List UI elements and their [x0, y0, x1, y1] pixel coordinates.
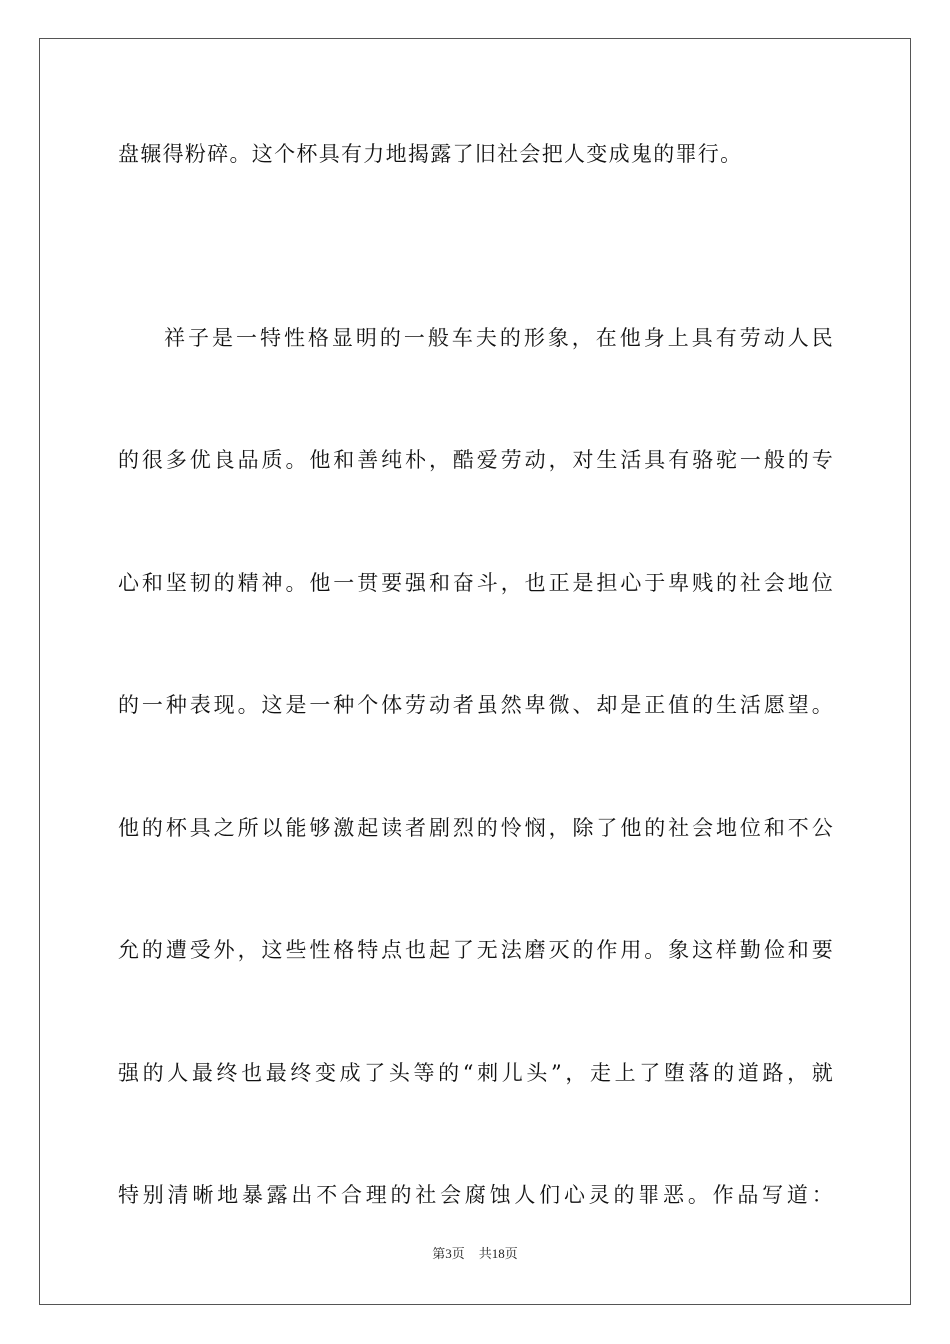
document-body	[118, 124, 834, 1227]
paragraph-line: 他的杯具之所以能够激起读者剧烈的怜悯，除了他的社会地位和不公	[118, 815, 834, 840]
line-spacer	[118, 859, 834, 920]
line-spacer	[118, 982, 834, 1043]
page-number: 第3页	[432, 1246, 465, 1261]
paragraph-line: 特别清晰地暴露出不合理的社会腐蚀人们心灵的罪恶。作品写道：	[118, 1183, 834, 1208]
line-spacer	[118, 247, 834, 308]
paragraph-line: 强的人最终也最终变成了头等的“刺儿头”，走上了堕落的道路，就	[118, 1060, 834, 1085]
paragraph-line: 的很多优良品质。他和善纯朴，酷爱劳动，对生活具有骆驼一般的专	[118, 448, 834, 473]
paragraph-line: 的一种表现。这是一种个体劳动者虽然卑微、却是正值的生活愿望。	[118, 693, 834, 718]
paragraph-line: 祥子是一特性格显明的一般车夫的形象，在他身上具有劳动人民	[164, 325, 834, 350]
line-spacer	[118, 1104, 834, 1165]
line-spacer	[118, 369, 834, 430]
line-spacer	[118, 185, 834, 246]
page-total: 共18页	[478, 1246, 518, 1261]
page-footer	[0, 1245, 950, 1264]
paragraph-line: 心和坚韧的精神。他一贯要强和奋斗，也正是担心于卑贱的社会地位	[118, 570, 834, 595]
paragraph-line: 盘辗得粉碎。这个杯具有力地揭露了旧社会把人变成鬼的罪行。	[118, 142, 743, 166]
line-spacer	[118, 737, 834, 798]
line-spacer	[118, 492, 834, 553]
line-spacer	[118, 614, 834, 675]
paragraph-line: 允的遭受外，这些性格特点也起了无法磨灭的作用。象这样勤俭和要	[118, 938, 834, 963]
